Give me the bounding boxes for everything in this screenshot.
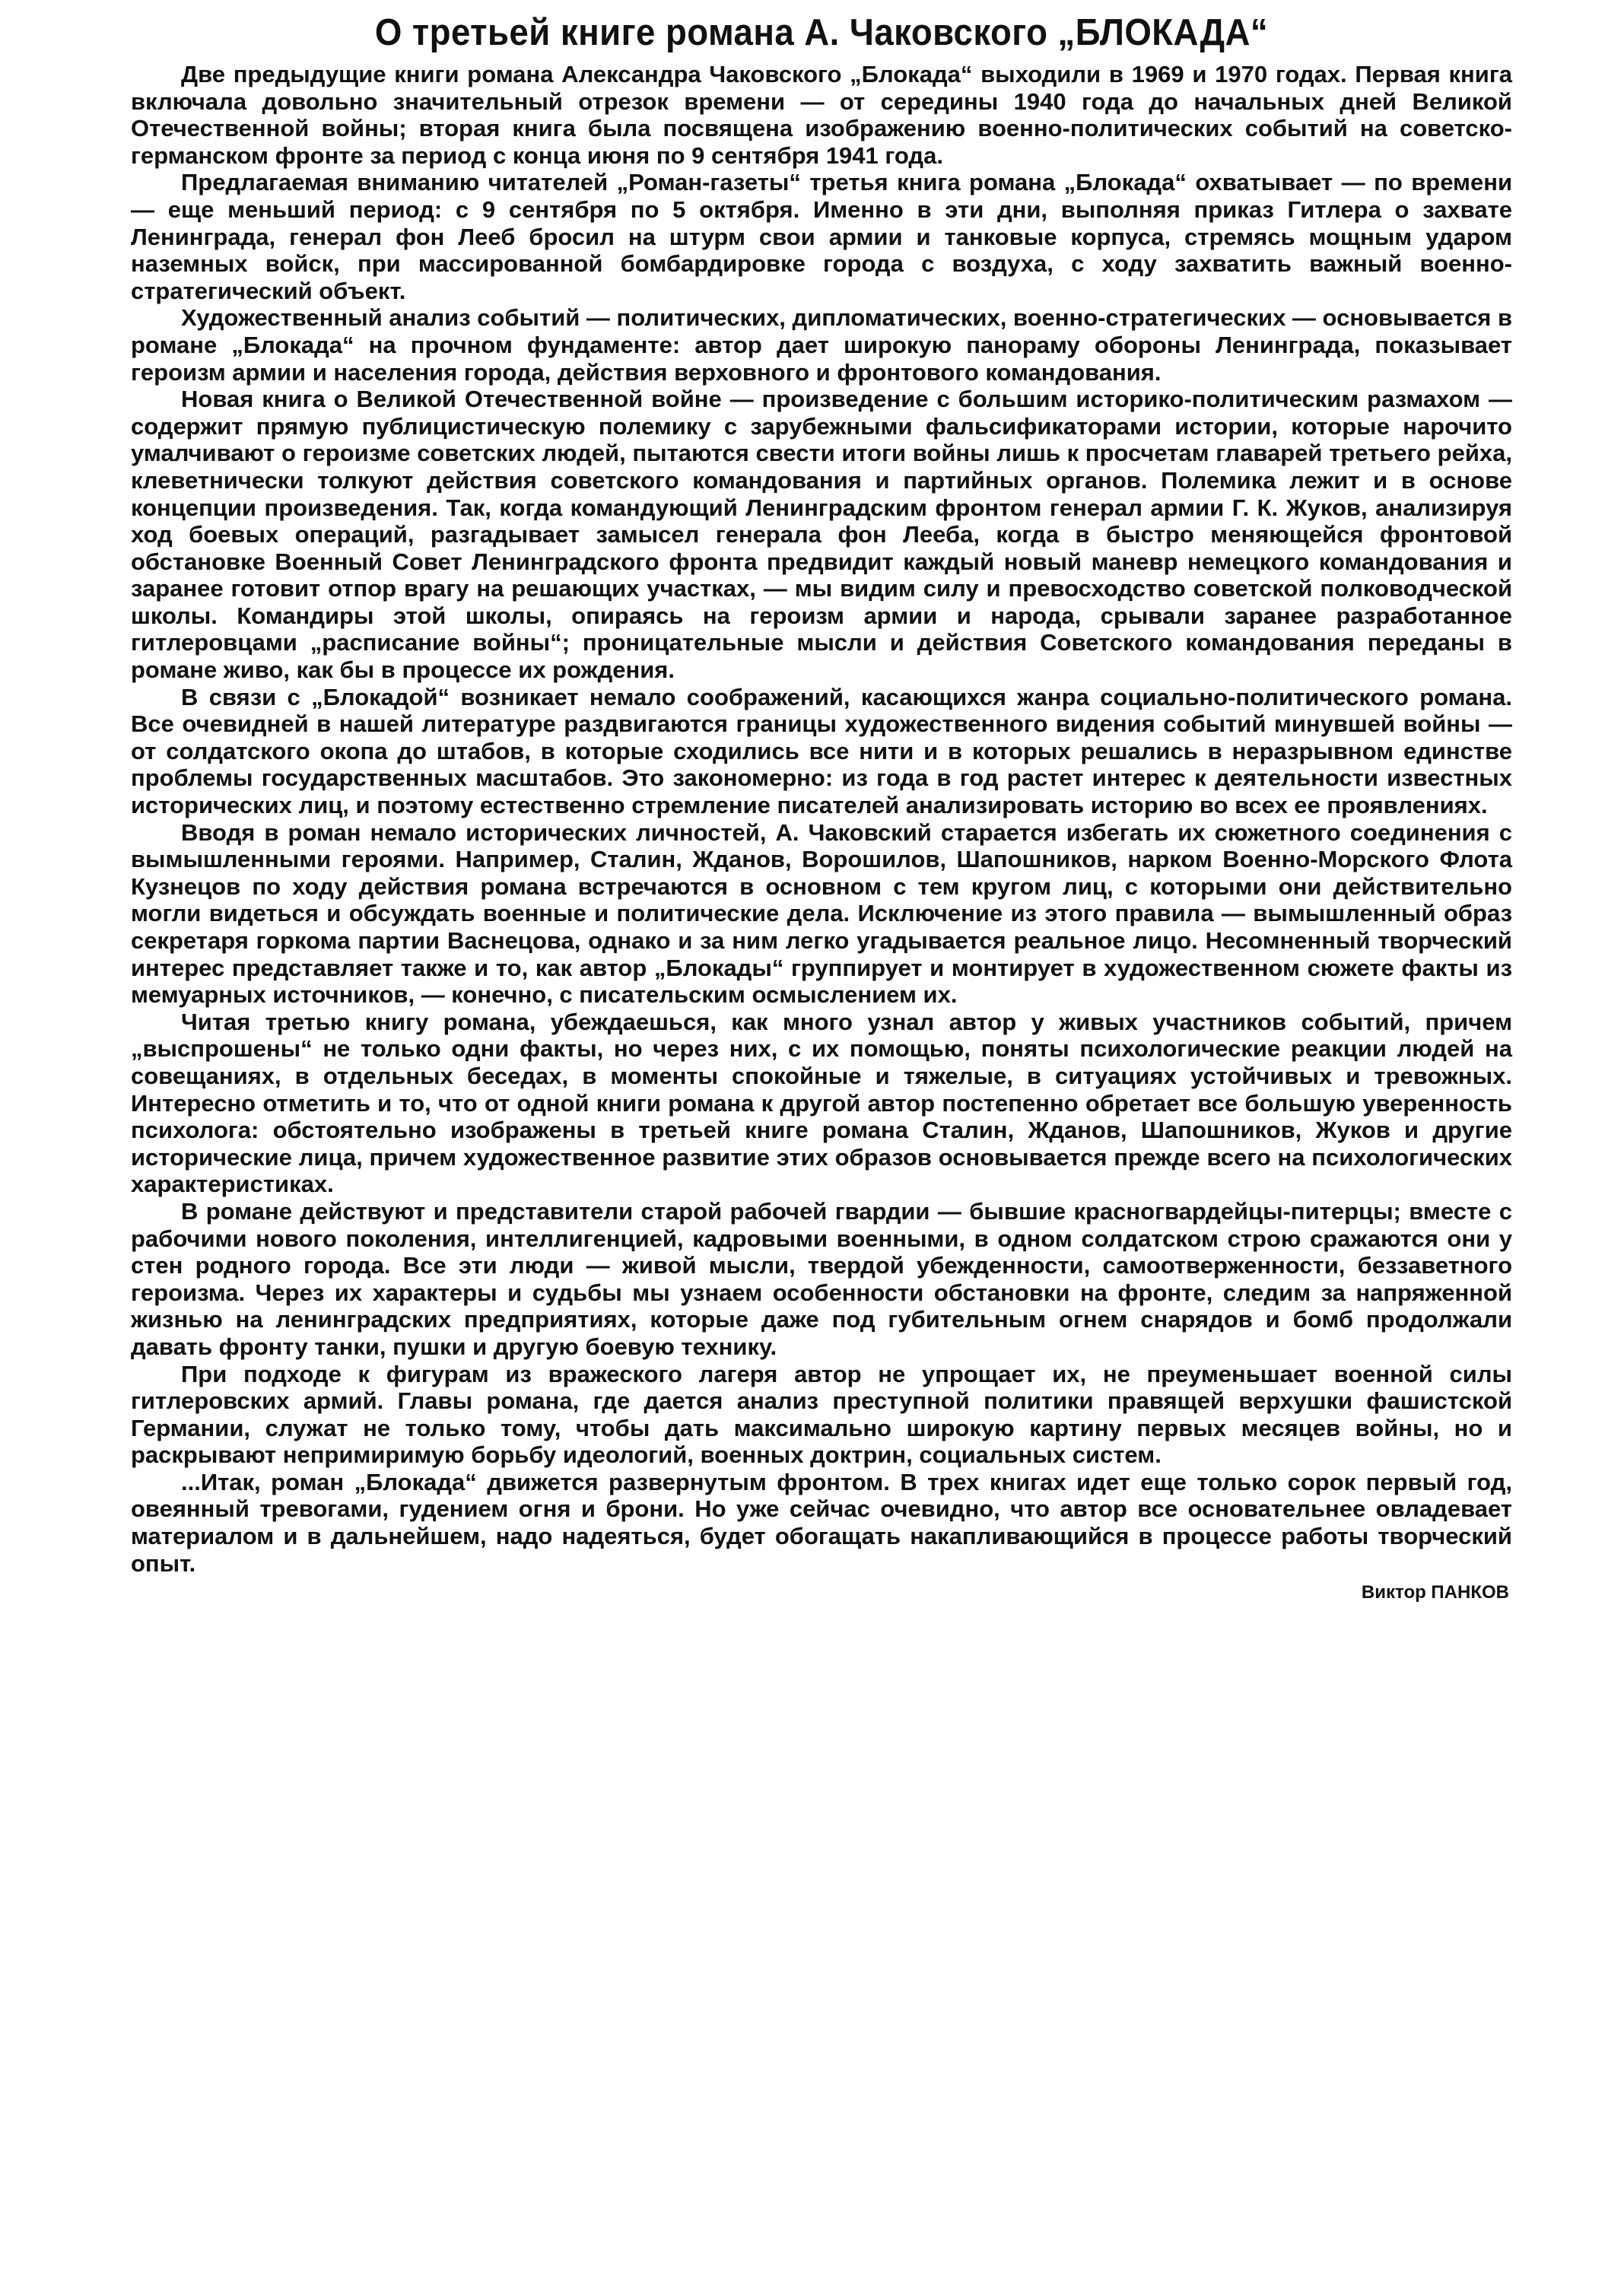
paragraph: Вводя в роман немало исторических личностей, А. Чаковский старается избегать их сюжетного соединения с вымышленными героями. Например, Сталин, Жданов, Ворошилов, Шапошников, нарком Военно-Морского Флота Кузнецов по ходу действия романа встречаются в основном с тем кругом лиц, с которыми они действительно могли видеться и обсуждать военные и политические дела. Исключение из этого правила — вымышленный образ секретаря горкома партии Васнецова, однако и за ним легко угадывается реальное лицо. Несомненный творческий интерес представляет также и то, как автор „Блокады“ группирует и монтирует в художественном сюжете факты из мемуарных источников, — конечно, с писательским осмыслением их. [131,818,1512,1009]
paragraph: ...Итак, роман „Блокада“ движется развернутым фронтом. В трех книгах идет еще только сорок первый год, овеянный тревогами, гудением огня и брони. Но уже сейчас очевидно, что автор все основательнее овладевает материалом и в дальнейшем, надо надеяться, будет обогащать накапливающийся в процессе работы творческий опыт. [131,1468,1512,1577]
paragraph: Читая третью книгу романа, убеждаешься, как много узнал автор у живых участников событий, причем „выспрошены“ не только одни факты, но через них, с их помощью, поняты психологические реакции людей на совещаниях, в отдельных беседах, в моменты спокойные и тяжелые, в ситуациях устойчивых и тревожных. Интересно отметить и то, что от одной книги романа к другой автор постепенно обретает все большую уверенность психолога: обстоятельно изображены в третьей книге романа Сталин, Жданов, Шапошников, Жуков и другие исторические лица, причем художественное развитие этих образов основывается прежде всего на психологических характеристиках. [131,1008,1512,1198]
article-page [131,11,1512,1604]
paragraph: Предлагаемая вниманию читателей „Роман-газеты“ третья книга романа „Блокада“ охватывает — по времени — еще меньший период: с 9 сентября по 5 октября. Именно в эти дни, выполняя приказ Гитлера о захвате Ленинграда, генерал фон Лееб бросил на штурм свои армии и танковые корпуса, стремясь мощным ударом наземных войск, при массированной бомбардировке города с воздуха, с ходу захватить важный военно-стратегический объект. [131,169,1512,304]
author-signature: Виктор ПАНКОВ [1361,1582,1509,1603]
paragraph: Художественный анализ событий — политических, дипломатических, военно-стратегических — основывается в романе „Блокада“ на прочном фундаменте: автор дает широкую панораму обороны Ленинграда, показывает героизм армии и населения города, действия верховного и фронтового командования. [131,304,1513,386]
article-body [131,61,1512,1577]
paragraph: В романе действуют и представители старой рабочей гвардии — бывшие красногвардейцы-питерцы; вместе с рабочими нового поколения, интеллигенцией, кадровыми военными, в одном солдатском строю сражаются они у стен родного города. Все эти люди — живой мысли, твердой убежденности, самоотверженности, беззаветного героизма. Через их характеры и судьбы мы узнаем особенности обстановки на фронте, следим за напряженной жизнью на ленинградских предприятиях, которые даже под губительным огнем снарядов и бомб продолжали давать фронту танки, пушки и другую боевую технику. [131,1197,1512,1360]
paragraph: Две предыдущие книги романа Александра Чаковского „Блокада“ выходили в 1969 и 1970 годах. Первая книга включала довольно значительный отрезок времени — от середины 1940 года до начальных дней Великой Отечественной войны; вторая книга была посвящена изображению военно-политических событий на советско-германском фронте за период с конца июня по 9 сентября 1941 года. [131,61,1512,169]
article-title: О третьей книге романа А. Чаковского „БЛОКАДА“ [374,12,1269,53]
paragraph: Новая книга о Великой Отечественной войне — произведение с большим историко-политическим размахом — содержит прямую публицистическую полемику с зарубежными фальсификаторами истории, которые нарочито умалчивают о героизме советских людей, пытаются свести итоги войны лишь к просчетам главарей третьего рейха, клеветнически толкуют действия советского командования и партийных органов. Полемика лежит и в основе концепции произведения. Так, когда командующий Ленинградским фронтом генерал армии Г. К. Жуков, анализируя ход боевых операций, разгадывает замысел генерала фон Лееба, когда в быстро меняющейся фронтовой обстановке Военный Совет Ленинградского фронта предвидит каждый новый маневр немецкого командования и заранее готовит отпор врагу на решающих участках, — мы видим силу и превосходство советской полководческой школы. Командиры этой школы, опираясь на героизм армии и народа, срывали заранее разработанное гитлеровцами „расписание войны“; проницательные мысли и действия Советского командования переданы в романе живо, как бы в процессе их рождения. [131,386,1512,684]
paragraph: При подходе к фигурам из вражеского лагеря автор не упрощает их, не преуменьшает военной силы гитлеровских армий. Главы романа, где дается анализ преступной политики правящей верхушки фашистской Германии, служат не только тому, чтобы дать максимально широкую картину первых месяцев войны, но и раскрывают непримиримую борьбу идеологий, военных доктрин, социальных систем. [131,1360,1512,1469]
paragraph: В связи с „Блокадой“ возникает немало соображений, касающихся жанра социально-политического романа. Все очевидней в нашей литературе раздвигаются границы художественного видения событий минувшей войны — от солдатского окопа до штабов, в которые сходились все нити и в которых решались в неразрывном единстве проблемы государственных масштабов. Это закономерно: из года в год растет интерес к деятельности известных исторических лиц, и поэтому естественно стремление писателей анализировать историю во всех ее проявлениях. [131,683,1512,819]
